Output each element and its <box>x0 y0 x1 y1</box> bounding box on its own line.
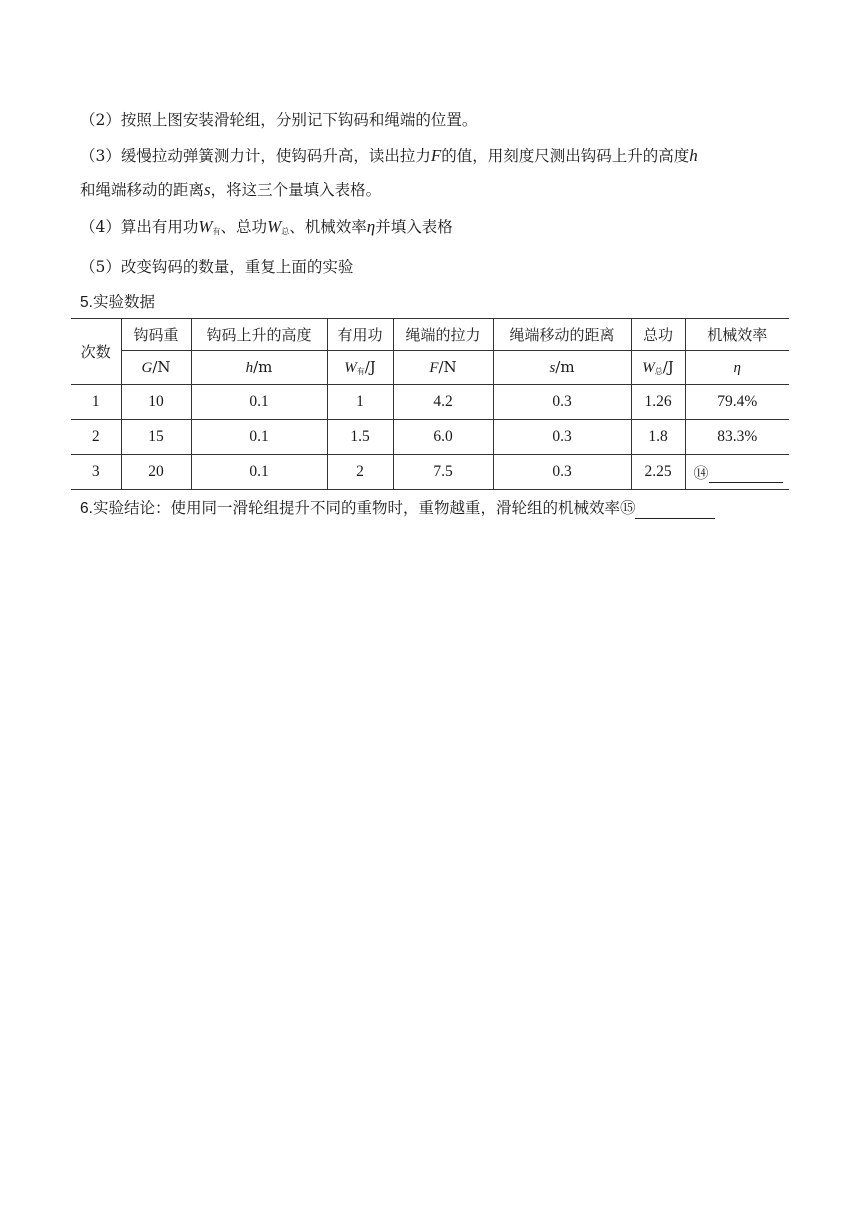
header-rope-distance: 绳端移动的距离 <box>493 319 631 351</box>
unit-useful-work-sub: 有 <box>356 367 365 376</box>
step-3-line-1 <box>80 146 698 166</box>
blank-marker-15: ⑮ <box>619 499 636 517</box>
table-header-row <box>71 319 789 351</box>
step-5-text: （5）改变钩码的数量，重复上面的实验 <box>80 258 354 276</box>
section-5-title: 实验数据 <box>92 293 155 311</box>
unit-total-work-var: W <box>642 360 655 376</box>
unit-useful-work-var: W <box>344 360 357 376</box>
header-total-work: 总功 <box>631 319 685 351</box>
step-3-line-2 <box>80 180 381 200</box>
step-4-text-d: 并填入表格 <box>375 218 453 236</box>
step-4-text-b: 、总功 <box>220 218 268 236</box>
blank-marker-14: ⑭ <box>693 463 709 482</box>
step-3-text-b: 的值，用刻度尺测出钩码上升的高度 <box>441 147 690 165</box>
unit-height-unit: /m <box>253 358 273 376</box>
cell-height: 0.1 <box>191 420 327 455</box>
cell-efficiency-blank[interactable] <box>685 455 789 490</box>
cell-count: 3 <box>71 455 121 490</box>
table-row <box>71 420 789 455</box>
answer-blank-15[interactable] <box>635 518 715 519</box>
table-unit-row <box>71 351 789 385</box>
section-5-number: 5. <box>80 294 93 311</box>
cell-height: 0.1 <box>191 455 327 490</box>
section-5-heading <box>80 292 155 313</box>
total-work-subscript: 总 <box>281 227 290 236</box>
unit-rope-distance-var: s <box>549 360 556 376</box>
step-3-text-c: 和绳端移动的距离 <box>80 181 205 199</box>
cell-efficiency: 79.4% <box>685 385 789 420</box>
section-6-number: 6. <box>80 500 93 517</box>
step-3-text-a: （3）缓慢拉动弹簧测力计，使钩码升高，读出拉力 <box>80 147 431 165</box>
header-count: 次数 <box>71 319 121 385</box>
header-weight: 钩码重 <box>121 319 191 351</box>
cell-height: 0.1 <box>191 385 327 420</box>
section-6-conclusion <box>80 498 715 519</box>
cell-count: 1 <box>71 385 121 420</box>
cell-total-work: 2.25 <box>631 455 685 490</box>
cell-weight: 10 <box>121 385 191 420</box>
header-pull-force: 绳端的拉力 <box>393 319 493 351</box>
cell-weight: 15 <box>121 420 191 455</box>
cell-weight: 20 <box>121 455 191 490</box>
unit-rope-distance-unit: /m <box>555 358 575 376</box>
cell-pull-force: 7.5 <box>393 455 493 490</box>
unit-rope-distance <box>493 351 631 385</box>
distance-symbol: s <box>204 180 211 199</box>
unit-weight-unit: /N <box>152 358 171 376</box>
cell-total-work: 1.26 <box>631 385 685 420</box>
experiment-data-table <box>71 318 789 490</box>
efficiency-symbol: η <box>366 217 376 236</box>
cell-efficiency: 83.3% <box>685 420 789 455</box>
cell-useful-work: 1 <box>327 385 393 420</box>
height-symbol: h <box>689 146 698 165</box>
unit-weight <box>121 351 191 385</box>
unit-height-var: h <box>245 360 254 376</box>
force-symbol: F <box>430 146 442 165</box>
unit-total-work-sub: 总 <box>654 367 663 376</box>
cell-useful-work: 2 <box>327 455 393 490</box>
cell-rope-distance: 0.3 <box>493 455 631 490</box>
step-5 <box>80 257 353 277</box>
total-work-symbol: W <box>267 217 282 236</box>
cell-total-work: 1.8 <box>631 420 685 455</box>
step-2 <box>80 110 477 130</box>
cell-rope-distance: 0.3 <box>493 420 631 455</box>
cell-pull-force: 4.2 <box>393 385 493 420</box>
step-4 <box>80 217 453 242</box>
unit-efficiency <box>685 351 789 385</box>
step-4-text-a: （4）算出有用功 <box>80 218 199 236</box>
cell-pull-force: 6.0 <box>393 420 493 455</box>
cell-useful-work: 1.5 <box>327 420 393 455</box>
step-2-text: （2）按照上图安装滑轮组，分别记下钩码和绳端的位置。 <box>80 111 478 129</box>
unit-pull-force <box>393 351 493 385</box>
table-row <box>71 455 789 490</box>
unit-useful-work-unit: /J <box>364 358 376 376</box>
table-row <box>71 385 789 420</box>
unit-pull-force-var: F <box>429 360 439 376</box>
unit-pull-force-unit: /N <box>438 358 457 376</box>
unit-weight-var: G <box>141 360 153 376</box>
unit-height <box>191 351 327 385</box>
section-6-text: ：使用同一滑轮组提升不同的重物时，重物越重，滑轮组的机械效率 <box>154 499 620 517</box>
unit-efficiency-var: η <box>733 360 741 376</box>
unit-useful-work <box>327 351 393 385</box>
unit-total-work <box>631 351 685 385</box>
step-4-text-c: 、机械效率 <box>289 218 367 236</box>
useful-work-symbol: W <box>198 217 213 236</box>
cell-rope-distance: 0.3 <box>493 385 631 420</box>
header-height: 钩码上升的高度 <box>191 319 327 351</box>
step-3-text-d: ，将这三个量填入表格。 <box>210 181 382 199</box>
answer-blank-14[interactable] <box>709 482 783 483</box>
cell-count: 2 <box>71 420 121 455</box>
unit-total-work-unit: /J <box>662 358 674 376</box>
useful-work-subscript: 有 <box>212 227 221 236</box>
header-efficiency: 机械效率 <box>685 319 789 351</box>
header-useful-work: 有用功 <box>327 319 393 351</box>
section-6-title: 实验结论 <box>92 499 155 517</box>
